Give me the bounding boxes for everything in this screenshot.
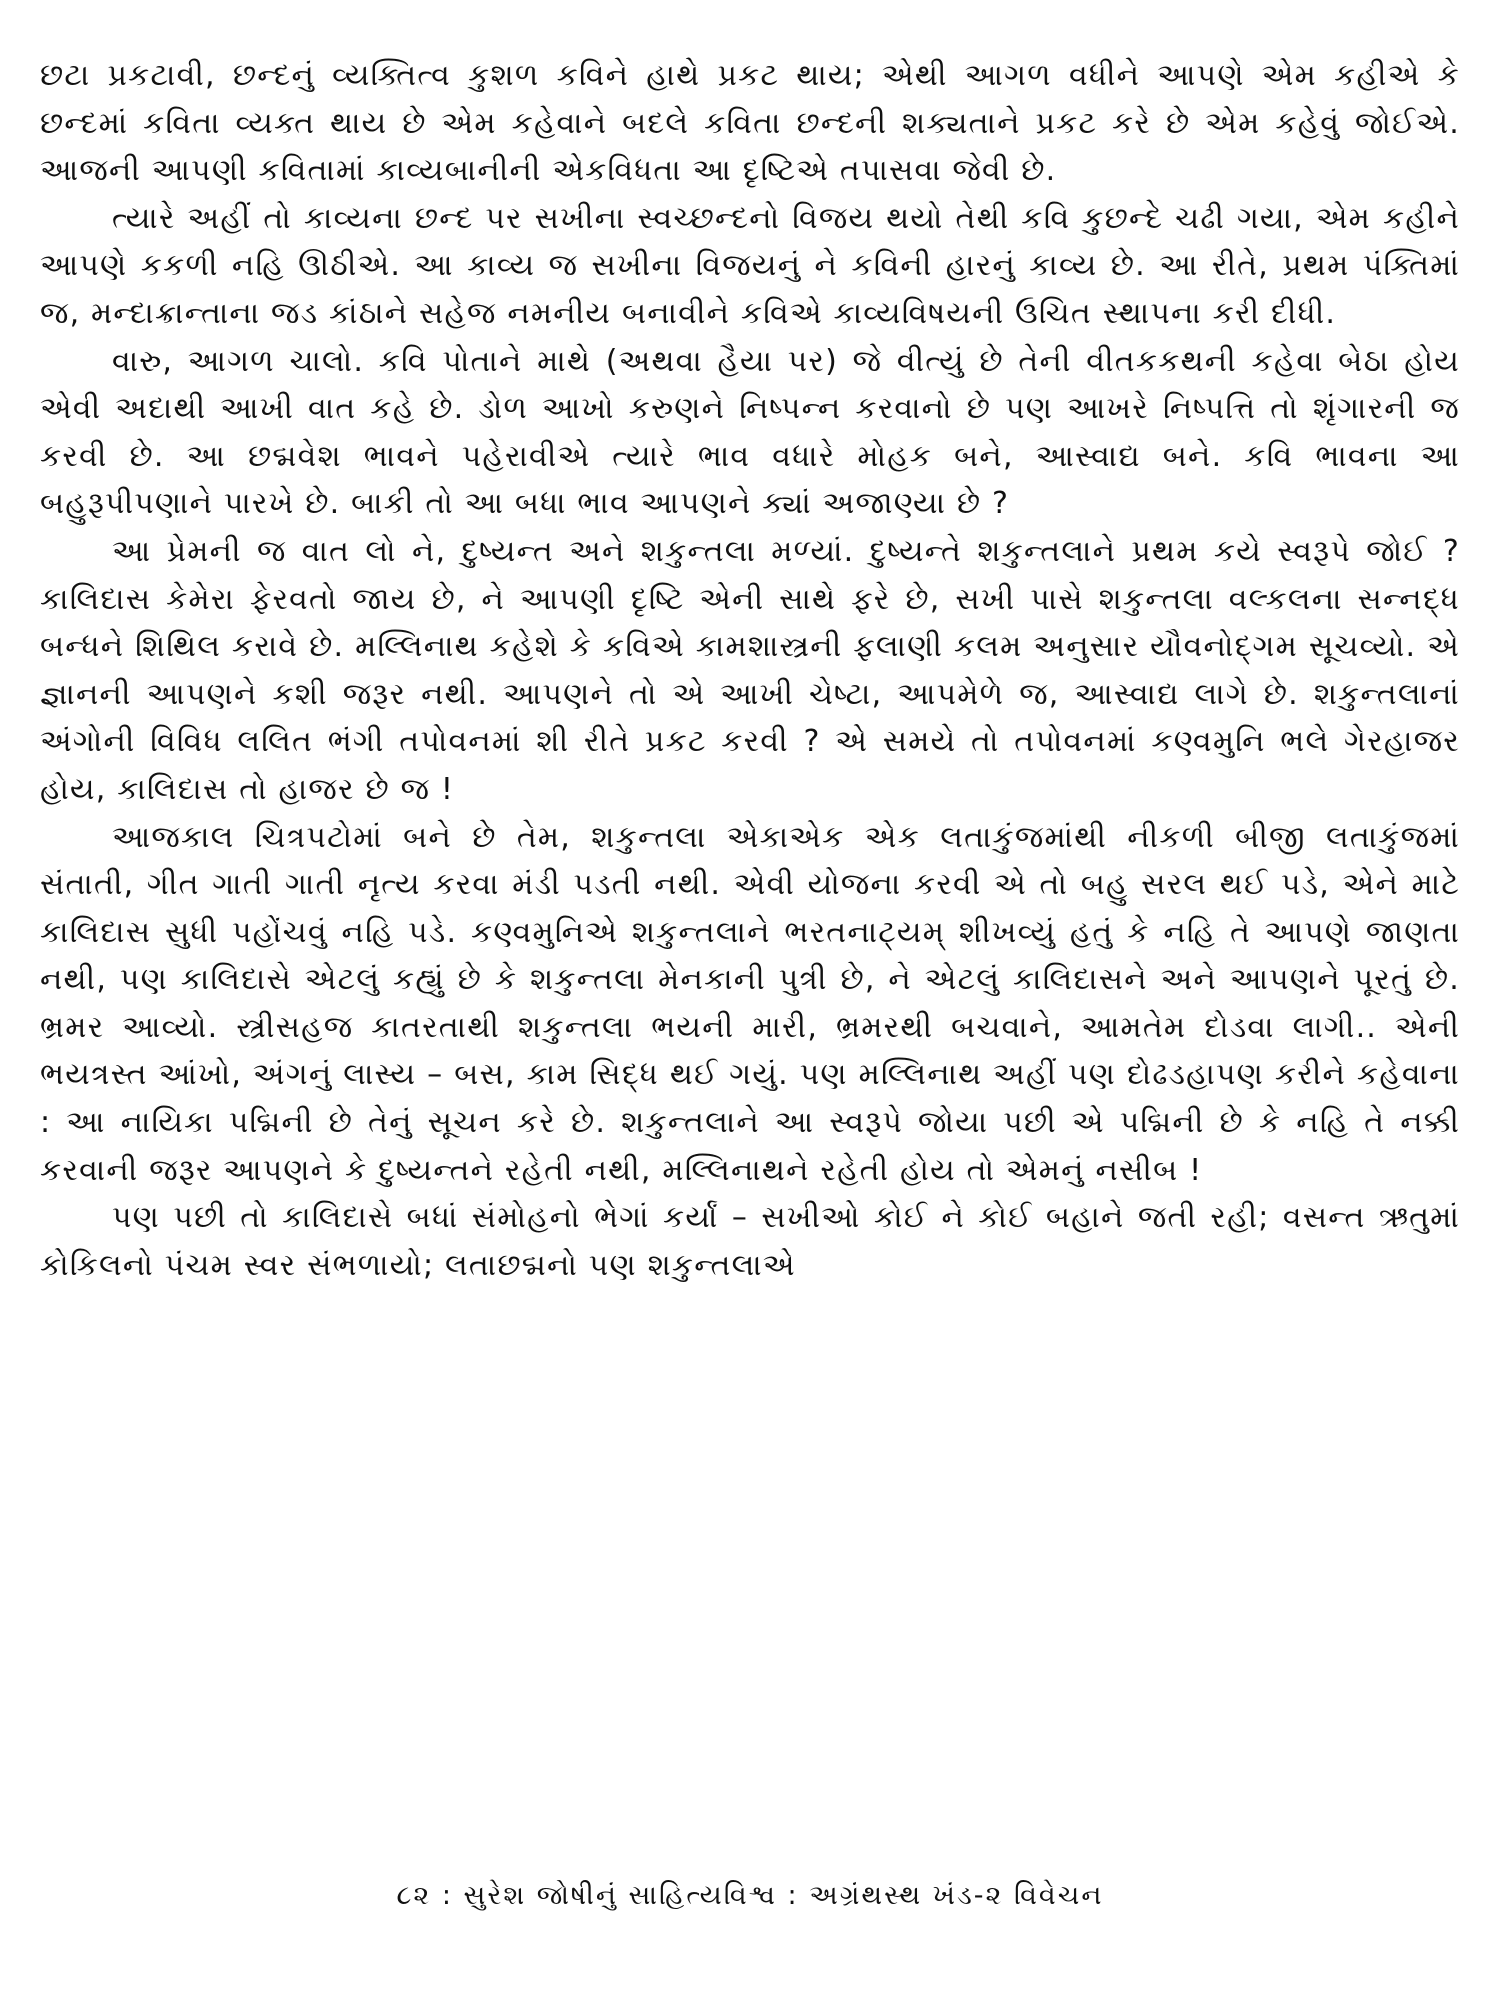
- paragraph-3: વારુ, આગળ ચાલો. કવિ પોતાને માથે (અથવા હૈયા પર) જે વીત્યું છે તેની વીતકકથની કહેવા બેઠા હોય એવી અદાથી આખી વાત કહે છે. ડોળ આખો કરુણને નિષ્પન્ન કરવાનો છે પણ આખરે નિષ્પત્તિ તો શૃંગારની જ કરવી છે. આ છદ્મવેશ ભાવને પહેરાવીએ ત્યારે ભાવ વધારે મોહક બને, આસ્વાદ્ય બને. કવિ ભાવના આ બહુરૂપીપણાને પારખે છે. બાકી તો આ બધા ભાવ આપણને ક્યાં અજાણ્યા છે ?: [40, 343, 1460, 522]
- page-footer: ૮૨ : સુરેશ જોષીનું સાહિત્યવિશ્વ : અગ્રંથસ્થ ખંડ-૨ વિવેચન: [396, 1880, 1104, 1911]
- body-text: [40, 52, 1460, 1289]
- paragraph-1: છટા પ્રકટાવી, છન્દનું વ્યક્તિત્વ કુશળ કવિને હાથે પ્રકટ થાય; એથી આગળ વધીને આપણે એમ કહીએ કે છન્દમાં કવિતા વ્યક્ત થાય છે એમ કહેવાને બદલે કવિતા છન્દની શક્યતાને પ્રકટ કરે છે એમ કહેવું જોઈએ. આજની આપણી કવિતામાં કાવ્યબાનીની એકવિધતા આ દૃષ્ટિએ તપાસવા જેવી છે.: [40, 58, 1460, 189]
- paragraph-5: આજકાલ ચિત્રપટોમાં બને છે તેમ, શકુન્તલા એકાએક એક લતાકુંજમાંથી નીકળી બીજી લતાકુંજમાં સંતાતી, ગીત ગાતી ગાતી નૃત્ય કરવા મંડી પડતી નથી. એવી યોજના કરવી એ તો બહુ સરલ થઈ પડે, એને માટે કાલિદાસ સુધી પહોંચવું નહિ પડે. કણ્વમુનિએ શકુન્તલાને ભરતનાટ્યમ્ શીખવ્યું હતું કે નહિ તે આપણે જાણતા નથી, પણ કાલિદાસે એટલું કહ્યું છે કે શકુન્તલા મેનકાની પુત્રી છે, ને એટલું કાલિદાસને અને આપણને પૂરતું છે. ભ્રમર આવ્યો. સ્ત્રીસહજ કાતરતાથી શકુન્તલા ભયની મારી, ભ્રમરથી બચવાને, આમતેમ દોડવા લાગી.. એની ભયત્રસ્ત આંખો, અંગનું લાસ્ય – બસ, કામ સિદ્ધ થઈ ગયું. પણ મલ્લિનાથ અહીં પણ દોઢડહાપણ કરીને કહેવાના : આ નાયિકા પદ્મિની છે તેનું સૂચન કરે છે. શકુન્તલાને આ સ્વરૂપે જોયા પછી એ પદ્મિની છે કે નહિ તે નક્કી કરવાની જરૂર આપણને કે દુષ્યન્તને રહેતી નથી, મલ્લિનાથને રહેતી હોય તો એમનું નસીબ !: [40, 819, 1460, 1188]
- paragraph-6: પણ પછી તો કાલિદાસે બધાં સંમોહનો ભેગાં કર્યાં – સખીઓ કોઈ ને કોઈ બહાને જતી રહી; વસન્ત ઋતુમાં કોકિલનો પંચમ સ્વર સંભળાયો; લતાછદ્મનો પણ શકુન્તલાએ: [40, 1200, 1460, 1283]
- paragraph-2: ત્યારે અહીં તો કાવ્યના છન્દ પર સખીના સ્વચ્છન્દનો વિજય થયો તેથી કવિ કુછન્દે ચઢી ગયા, એમ કહીને આપણે કકળી નહિ ઊઠીએ. આ કાવ્ય જ સખીના વિજયનું ને કવિની હારનું કાવ્ય છે. આ રીતે, પ્રથમ પંક્તિમાં જ, મન્દાક્રાન્તાના જડ કાંઠાને સહેજ નમનીય બનાવીને કવિએ કાવ્યવિષયની ઉચિત સ્થાપના કરી દીધી.: [40, 200, 1460, 331]
- paragraph-4: આ પ્રેમની જ વાત લો ને, દુષ્યન્ત અને શકુન્તલા મળ્યાં. દુષ્યન્તે શકુન્તલાને પ્રથમ કયે સ્વરૂપે જોઈ ? કાલિદાસ કેમેરા ફેરવતો જાય છે, ને આપણી દૃષ્ટિ એની સાથે ફરે છે, સખી પાસે શકુન્તલા વલ્કલના સન્નદ્ધ બન્ધને શિથિલ કરાવે છે. મલ્લિનાથ કહેશે કે કવિએ કામશાસ્ત્રની ફલાણી કલમ અનુસાર યૌવનોદ્ગમ સૂચવ્યો. એ જ્ઞાનની આપણને કશી જરૂર નથી. આપણને તો એ આખી ચેષ્ટા, આપમેળે જ, આસ્વાદ્ય લાગે છે. શકુન્તલાનાં અંગોની વિવિધ લલિત ભંગી તપોવનમાં શી રીતે પ્રકટ કરવી ? એ સમયે તો તપોવનમાં કણ્વમુનિ ભલે ગેરહાજર હોય, કાલિદાસ તો હાજર છે જ !: [40, 533, 1460, 807]
